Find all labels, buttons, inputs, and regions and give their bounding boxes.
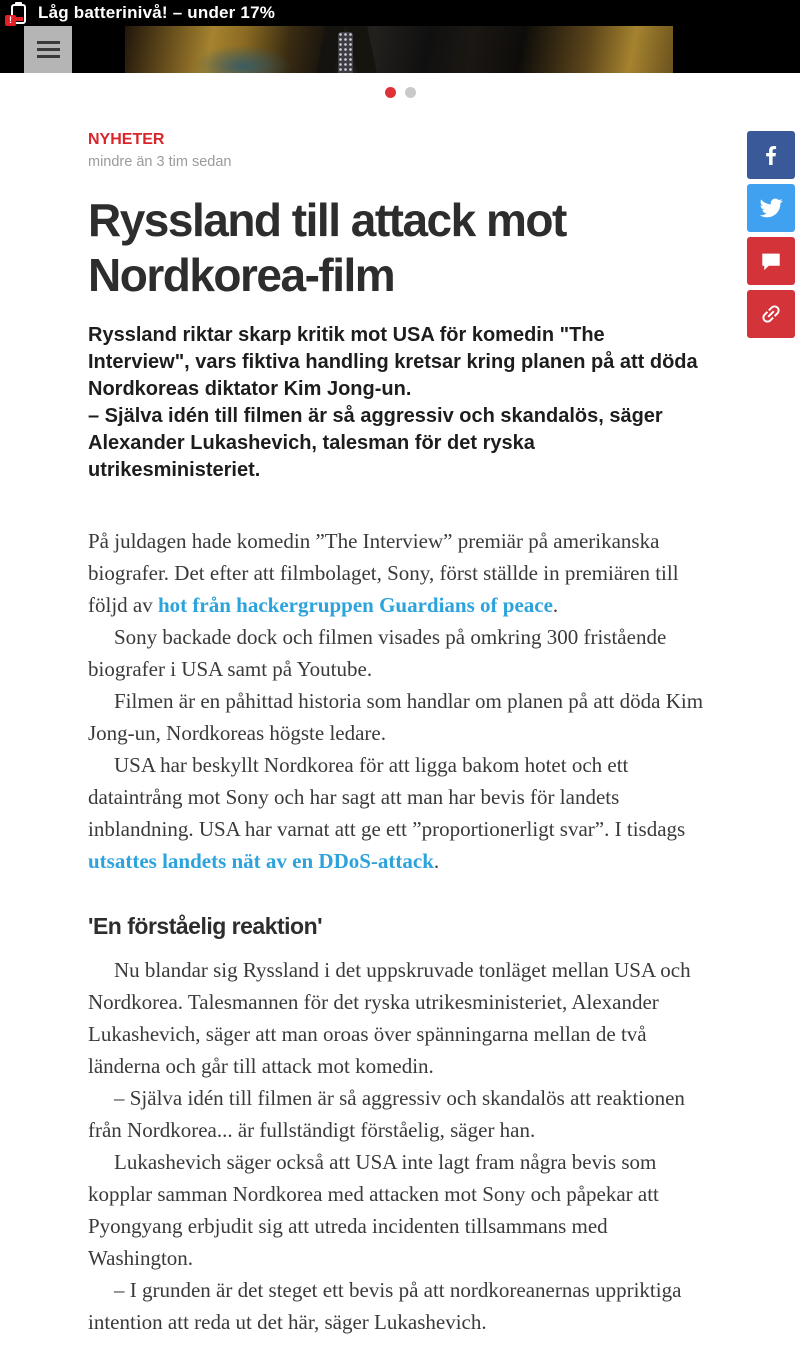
notification-text: Låg batterinivå! – under 17%: [38, 3, 276, 22]
lead-paragraph: – Själva idén till filmen är så aggressiv och skandalös, säger Alexander Lukashevich, talesman för det ryska utrikesministeriet.: [88, 405, 663, 481]
article-subheading: 'En förståelig reaktion': [88, 913, 323, 939]
share-rail: [747, 131, 795, 338]
facebook-share-button[interactable]: [747, 131, 795, 179]
article-body: [88, 525, 710, 1338]
carousel-dot-2[interactable]: [405, 87, 416, 98]
facebook-icon: [759, 143, 783, 167]
body-paragraph: Nu blandar sig Ryssland i det uppskruvade tonläget mellan USA och Nordkorea. Talesmannen för det ryska utrikesministeriet, Alexander Lukashevich, säger att man oroas över spänningarna mellan de två länderna och går till attack mot komedin.: [88, 958, 691, 1078]
article-headline: Ryssland till attack mot Nordkorea-film: [88, 194, 566, 301]
copy-link-button[interactable]: [747, 290, 795, 338]
category-label[interactable]: NYHETER: [88, 131, 165, 148]
hero-photo-detail: [338, 32, 353, 73]
low-battery-icon: [9, 2, 27, 24]
inline-link-ddos-attack[interactable]: utsattes landets nät av en DDoS-attack: [88, 849, 434, 873]
battery-warning-badge: !: [5, 15, 16, 26]
twitter-share-button[interactable]: [747, 184, 795, 232]
body-paragraph: – Själva idén till filmen är så aggressiv och skandalös att reaktionen från Nordkorea... är fullständigt förståelig, säger han.: [88, 1086, 685, 1142]
inline-link-guardians-of-peace[interactable]: hot från hackergruppen Guardians of peace: [157, 593, 553, 617]
body-paragraph: USA har beskyllt Nordkorea för att ligga bakom hotet och ett dataintrång mot Sony och har sagt att man har bevis för landets inblandning. USA har varnat att ge ett ”proportionerligt svar”. I tisdags utsattes landets nät av en DDoS-attack.: [88, 753, 686, 873]
hamburger-menu-icon: [37, 41, 60, 44]
timestamp: mindre än 3 tim sedan: [88, 154, 232, 170]
twitter-icon: [759, 196, 783, 220]
notification-bar[interactable]: [0, 0, 800, 26]
body-paragraph: På juldagen hade komedin ”The Interview” premiär på amerikanska biografer. Det efter att filmbolaget, Sony, först ställde in premiären till följd av hot från hackergruppen Guardians of peace.: [88, 529, 679, 617]
body-paragraph: – I grunden är det steget ett bevis på att nordkoreanernas uppriktiga intention att reda ut det här, säger Lukashevich.: [88, 1278, 682, 1334]
link-icon: [759, 302, 783, 326]
carousel-dot-1[interactable]: [385, 87, 396, 98]
body-paragraph: Sony backade dock och filmen visades på omkring 300 fristående biografer i USA samt på Youtube.: [88, 625, 667, 681]
carousel-dots: [0, 87, 800, 98]
comment-bubble-icon: [760, 250, 782, 272]
comments-button[interactable]: [747, 237, 795, 285]
hero-photo[interactable]: [125, 26, 673, 73]
lead-paragraph: Ryssland riktar skarp kritik mot USA för komedin "The Interview", vars fiktiva handling kretsar kring planen på att döda Nordkoreas diktator Kim Jong-un.: [88, 324, 698, 400]
article-hero-carousel: [0, 26, 800, 73]
body-paragraph: Lukashevich säger också att USA inte lagt fram några bevis som kopplar samman Nordkorea med attacken mot Sony och påpekar att Pyongyang erbjudit sig att utreda incidenten tillsammans med Washington.: [88, 1150, 659, 1270]
hamburger-menu-button[interactable]: [24, 26, 72, 73]
article-lead: [88, 322, 710, 484]
body-paragraph: Filmen är en påhittad historia som handlar om planen på att döda Kim Jong-un, Nordkoreas högste ledare.: [88, 689, 704, 745]
